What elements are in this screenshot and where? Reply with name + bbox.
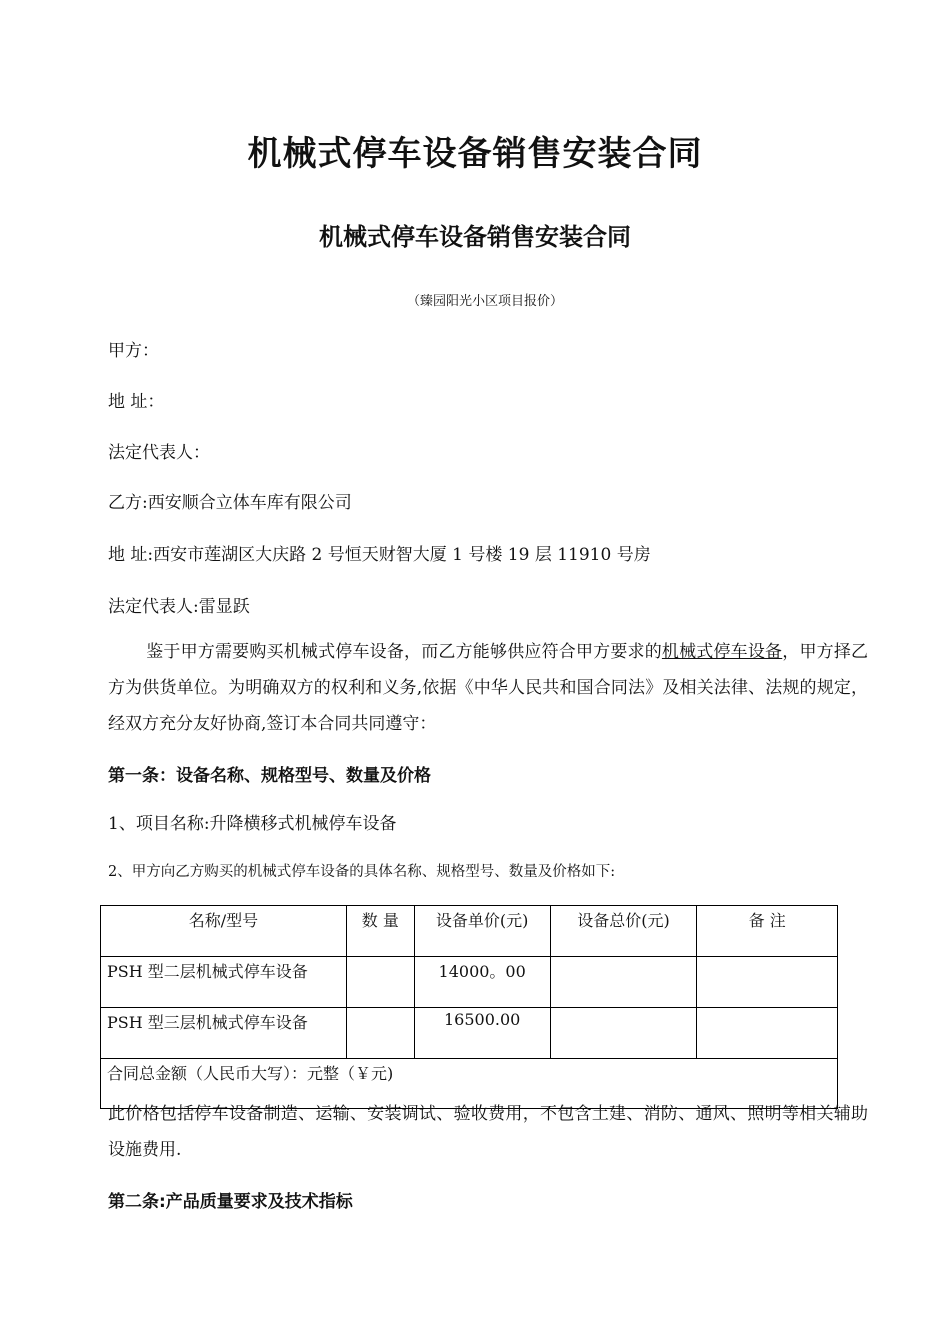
- preamble-paragraph: [108, 634, 868, 742]
- table-row: [101, 957, 838, 1008]
- party-b-address: 地 址:西安市莲湖区大庆路 2 号恒天财智大厦 1 号楼 19 层 11910 号房: [108, 545, 651, 565]
- cell-remarks: [697, 957, 838, 1008]
- article-1-heading: 第一条：设备名称、规格型号、数量及价格: [108, 766, 431, 786]
- preamble-underlined-term: 机械式停车设备: [661, 642, 783, 662]
- cell-unit-price: 16500.00: [414, 1008, 550, 1059]
- party-b-representative: 法定代表人:雷显跃: [108, 597, 250, 617]
- project-note: （臻园阳光小区项目报价）: [406, 294, 563, 309]
- table-row: [101, 1008, 838, 1059]
- cell-remarks: [697, 1008, 838, 1059]
- party-b: 乙方:西安顺合立体车库有限公司: [108, 493, 352, 513]
- header-unit-price: 设备单价(元): [414, 906, 550, 957]
- cell-quantity: [346, 1008, 414, 1059]
- header-name-model: 名称/型号: [101, 906, 347, 957]
- preamble-text-1: 鉴于甲方需要购买机械式停车设备，而乙方能够供应符合甲方要求的: [146, 642, 662, 662]
- cell-total-price: [550, 1008, 697, 1059]
- main-title: 机械式停车设备销售安装合同: [247, 134, 703, 174]
- party-a-address: 地 址：: [108, 392, 165, 412]
- party-a-representative: 法定代表人：: [108, 443, 210, 463]
- project-name-item: 1、项目名称:升降横移式机械停车设备: [108, 814, 397, 834]
- price-note-paragraph: 此价格包括停车设备制造、运输、安装调试、验收费用，不包含土建、消防、通风、照明等相关辅助设施费用.: [108, 1104, 868, 1160]
- table-header-row: [101, 906, 838, 957]
- sub-title: 机械式停车设备销售安装合同: [319, 223, 631, 251]
- cell-unit-price: 14000。00: [414, 957, 550, 1008]
- cell-quantity: [346, 957, 414, 1008]
- price-table: [100, 905, 838, 1109]
- cell-total-price: [550, 957, 697, 1008]
- cell-name-model: PSH 型二层机械式停车设备: [101, 957, 347, 1008]
- cell-name-model: PSH 型三层机械式停车设备: [101, 1008, 347, 1059]
- header-remarks: 备 注: [697, 906, 838, 957]
- purchase-description-item: 2、甲方向乙方购买的机械式停车设备的具体名称、规格型号、数量及价格如下:: [108, 864, 616, 880]
- article-2-heading: 第二条:产品质量要求及技术指标: [108, 1192, 353, 1212]
- header-total-price: 设备总价(元): [550, 906, 697, 957]
- party-a: 甲方：: [108, 341, 159, 361]
- contract-total-amount: 合同总金额（人民币大写）：元整（￥元): [101, 1059, 838, 1109]
- header-quantity: 数 量: [346, 906, 414, 957]
- preamble-text-2: ，甲方择乙方为供货单位。为明确双方的权利和义务,依据《中华人民共和国合同法》及相关法律、法规的规定，经双方充分友好协商,签订本合同共同遵守：: [108, 642, 869, 734]
